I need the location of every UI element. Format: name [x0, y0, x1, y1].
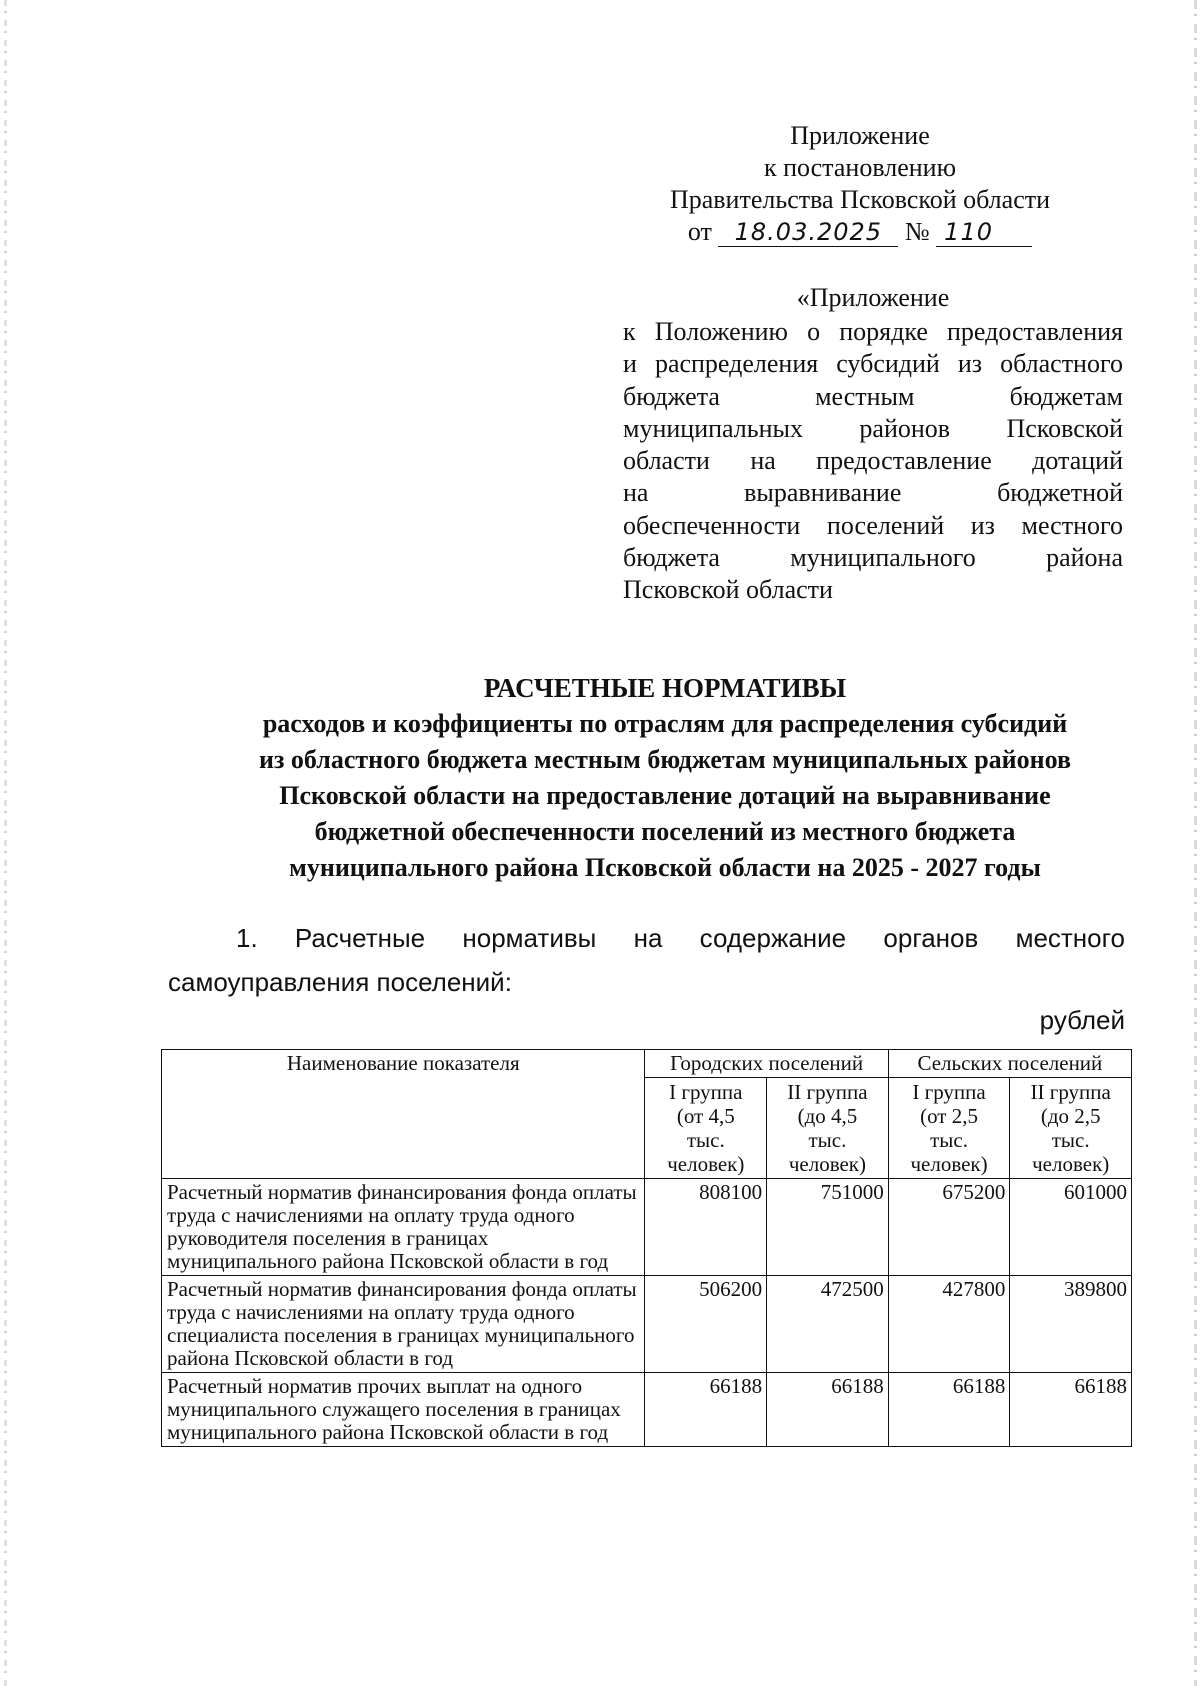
row-label: Расчетный норматив финансирования фонда оплаты труда с начислениями на оплату труда одного специалиста поселения в границах муниципального района Псковской области в год — [162, 1276, 645, 1373]
subheader-urban-group-1 — [645, 1078, 767, 1179]
subheader-text: II группа — [787, 1080, 868, 1104]
subheader-text: (от 2,5 — [920, 1104, 978, 1128]
cell-value: 389800 — [1010, 1276, 1132, 1373]
document-title — [160, 670, 1170, 886]
table-row — [162, 1179, 1132, 1276]
appendix-reference — [623, 316, 1123, 607]
cell-value: 472500 — [767, 1276, 889, 1373]
norms-table — [161, 1049, 1132, 1447]
cell-value: 601000 — [1010, 1179, 1132, 1276]
subheader-text: человек) — [667, 1152, 745, 1176]
subheader-text: человек) — [910, 1152, 988, 1176]
title-line: муниципального района Псковской области на 2025 - 2027 годы — [289, 853, 1041, 882]
appendix-line: бюджета муниципального района — [623, 543, 1123, 573]
cell-value: 808100 — [645, 1179, 767, 1276]
handwritten-number: 110 — [936, 218, 1032, 247]
subheader-text: (от 4,5 — [676, 1104, 735, 1128]
title-line: бюджетной обеспеченности поселений из местного бюджета — [314, 817, 1016, 846]
units-label: рублей — [1039, 1005, 1125, 1035]
cell-value: 66188 — [645, 1373, 767, 1447]
subheader-text: II группа — [1030, 1080, 1111, 1104]
subheader-text: (до 4,5 — [797, 1104, 858, 1128]
scan-edge-right — [1194, 0, 1197, 1686]
appendix-line: муниципальных районов Псковской — [623, 413, 1123, 443]
approval-line-1: Приложение — [790, 121, 930, 150]
subheader-text: человек) — [788, 1152, 866, 1176]
table-row — [162, 1276, 1132, 1373]
cell-value: 751000 — [767, 1179, 889, 1276]
cell-value: 66188 — [888, 1373, 1010, 1447]
appendix-line: обеспеченности поселений из местного — [623, 510, 1123, 540]
cell-value: 66188 — [1010, 1373, 1132, 1447]
subheader-text: I группа — [669, 1080, 743, 1104]
subheader-rural-group-2 — [1010, 1078, 1132, 1179]
appendix-line: Псковской области — [623, 575, 833, 605]
number-label: № — [904, 217, 930, 246]
handwritten-date: 18.03.2025 — [718, 218, 898, 247]
section-paragraph — [168, 916, 1125, 1004]
appendix-line: к Положению о порядке предоставления — [623, 317, 1123, 346]
cell-value: 66188 — [767, 1373, 889, 1447]
subheader-text: I группа — [912, 1080, 986, 1104]
approval-line-3: Правительства Псковской области — [669, 185, 1051, 214]
approval-header — [630, 120, 1090, 248]
subheader-text: (до 2,5 — [1040, 1104, 1101, 1128]
from-label: от — [687, 217, 712, 246]
appendix-line: бюджета местным бюджетам — [623, 381, 1123, 411]
paragraph-line-2: самоуправления поселений: — [168, 967, 512, 997]
appendix-heading: «Приложение — [796, 283, 950, 312]
paragraph-line-1: 1. Расчетные нормативы на содержание органов местного — [236, 923, 1125, 953]
subheader-text: тыс. — [686, 1128, 725, 1152]
col-header-name: Наименование показателя — [162, 1050, 645, 1179]
subheader-rural-group-1 — [888, 1078, 1010, 1179]
row-label: Расчетный норматив прочих выплат на одного муниципального служащего поселения в границах муниципального района Псковской области в год — [162, 1373, 645, 1447]
title-line: из областного бюджета местным бюджетам муниципальных районов — [258, 745, 1072, 774]
col-header-rural: Сельских поселений — [888, 1050, 1131, 1078]
approval-line-2: к постановлению — [763, 153, 957, 182]
row-label: Расчетный норматив финансирования фонда оплаты труда с начислениями на оплату труда одного руководителя поселения в границах муниципального района Псковской области в год — [162, 1179, 645, 1276]
appendix-line: и распределения субсидий из областного — [623, 349, 1123, 379]
col-header-urban: Городских поселений — [645, 1050, 888, 1078]
cell-value: 506200 — [645, 1276, 767, 1373]
subheader-text: тыс. — [808, 1128, 847, 1152]
subheader-text: человек) — [1032, 1152, 1110, 1176]
approval-date-line — [630, 216, 1090, 248]
scan-edge-left — [4, 0, 7, 1686]
subheader-text: тыс. — [930, 1128, 968, 1152]
title-line: расходов и коэффициенты по отраслям для распределения субсидий — [262, 709, 1068, 738]
appendix-line: области на предоставление дотаций — [623, 446, 1123, 476]
cell-value: 427800 — [888, 1276, 1010, 1373]
table-row — [162, 1373, 1132, 1447]
appendix-line: на выравнивание бюджетной — [623, 478, 1123, 508]
subheader-urban-group-2 — [767, 1078, 889, 1179]
title-main: РАСЧЕТНЫЕ НОРМАТИВЫ — [483, 673, 847, 703]
cell-value: 675200 — [888, 1179, 1010, 1276]
table-header-row — [162, 1050, 1132, 1078]
title-line: Псковской области на предоставление дотаций на выравнивание — [279, 781, 1051, 810]
subheader-text: тыс. — [1051, 1128, 1090, 1152]
